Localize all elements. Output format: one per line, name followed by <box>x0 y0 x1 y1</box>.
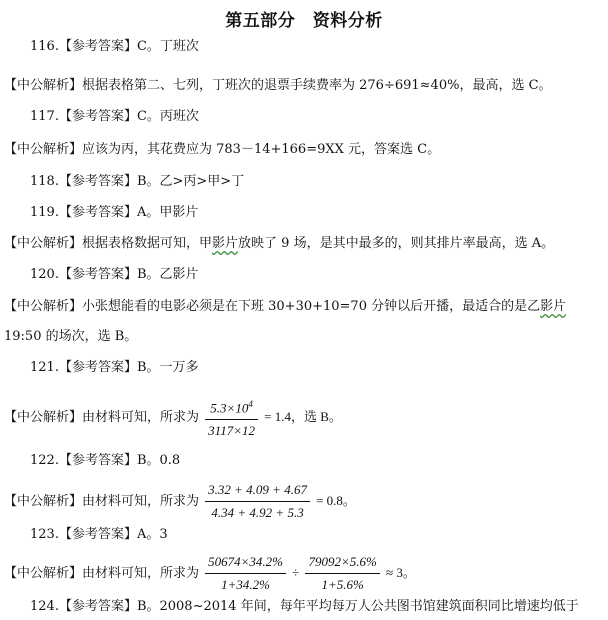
q120-answer: 120.【参考答案】B。乙影片 <box>30 267 199 282</box>
q120-analysis-underlined: 影片 <box>540 299 567 314</box>
q117-answer: 117.【参考答案】C。丙班次 <box>30 109 199 124</box>
q121-prefix: 【中公解析】由材料可知，所求为 <box>4 410 200 426</box>
q122-analysis <box>4 480 600 523</box>
q123-suffix: ≈ 3。 <box>385 565 416 580</box>
q119-analysis <box>4 235 600 253</box>
q121-analysis <box>4 394 600 441</box>
q121-answer: 121.【参考答案】B。一万多 <box>30 360 199 375</box>
q122-suffix: = 0.8。 <box>316 493 356 508</box>
q123-denominator-1: 1+34.2% <box>221 577 271 592</box>
q116-answer: 116.【参考答案】C。丁班次 <box>30 39 199 54</box>
q118-answer: 118.【参考答案】B。乙>丙>甲>丁 <box>30 174 245 189</box>
q120-analysis-line2: 19:50 的场次，选 B。 <box>4 329 138 344</box>
q122-answer: 122.【参考答案】B。0.8 <box>30 453 181 468</box>
q121-denominator: 3117×12 <box>208 423 255 439</box>
q119-analysis-underlined: 影片 <box>212 236 239 251</box>
q123-answer: 123.【参考答案】A。3 <box>30 527 168 542</box>
q122-prefix: 【中公解析】由材料可知，所求为 <box>4 494 200 509</box>
q123-operator: ÷ <box>292 565 300 580</box>
q123-fraction-2 <box>305 552 379 595</box>
q123-numerator-1: 50674×34.2% <box>205 552 286 574</box>
q122-denominator: 4.34 + 4.92 + 5.3 <box>211 505 304 520</box>
q122-fraction <box>205 480 310 523</box>
q116-analysis: 【中公解析】根据表格第二、七列，丁班次的退票手续费率为 276÷691≈40%，最高，选 C。 <box>4 78 552 93</box>
q119-analysis-part2: 放映了 9 场，是其中最多的，则其排片率最高，选 A。 <box>238 236 555 251</box>
q121-suffix: = 1.4，选 B。 <box>264 409 342 425</box>
q119-answer: 119.【参考答案】A。甲影片 <box>30 205 199 220</box>
q121-fraction <box>205 394 258 441</box>
q123-denominator-2: 1+5.6% <box>321 577 364 592</box>
q123-analysis <box>4 552 600 595</box>
q121-numerator: $5.3\times 10^4$ <box>205 394 258 420</box>
q122-numerator: 3.32 + 4.09 + 4.67 <box>205 480 310 502</box>
q117-analysis: 【中公解析】应该为丙，其花费应为 783－14+166=9XX 元，答案选 C。 <box>4 142 441 157</box>
q120-analysis <box>4 298 600 316</box>
q124-answer: 124.【参考答案】B。2008~2014 年间，每年平均每万人公共图书馆建筑面积同比增速均低于 <box>30 599 579 614</box>
q123-prefix: 【中公解析】由材料可知，所求为 <box>4 566 200 581</box>
q119-analysis-part1: 【中公解析】根据表格数据可知，甲 <box>4 236 213 251</box>
q123-fraction-1 <box>205 552 286 595</box>
section-title: 第五部分 资料分析 <box>225 11 383 31</box>
q120-analysis-part1: 【中公解析】小张想能看的电影必须是在下班 30+30+10=70 分钟以后开播，最适合的是乙 <box>4 299 541 314</box>
q123-numerator-2: 79092×5.6% <box>305 552 379 574</box>
